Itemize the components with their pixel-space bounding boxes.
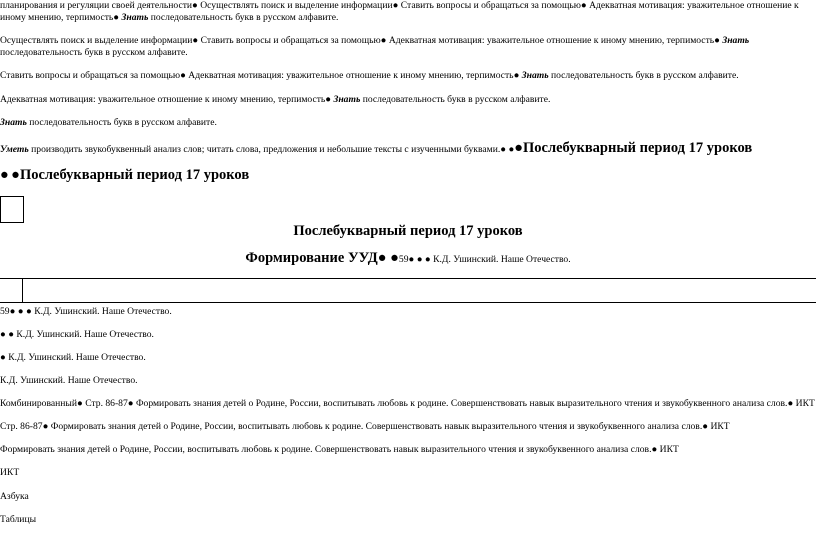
bullet-icon: ●: [0, 167, 9, 183]
bullet-icon: ●: [8, 329, 14, 340]
text: последовательность букв в русском алфавите.: [26, 117, 217, 128]
bullet-icon: ●: [26, 306, 32, 317]
text: Адекватная мотивация: уважительное отношение к иному мнению, терпимость: [386, 35, 715, 46]
bullet-icon: ●: [192, 35, 199, 46]
bold-italic-text: Знать: [331, 94, 361, 105]
lesson-line-4: К.Д. Ушинский. Наше Отечество.: [0, 375, 138, 386]
text: ИКТ: [793, 398, 815, 409]
text: Осуществлять поиск и выделение информации: [197, 0, 393, 11]
lesson-line-3: [0, 352, 146, 364]
bold-italic-text: Знать: [519, 70, 549, 81]
period-heading-text: Послебукварный период 17 уроков: [19, 167, 250, 183]
para-5: [0, 117, 217, 129]
text: К.Д. Ушинский. Наше Отечество.: [14, 329, 154, 340]
uud-heading-text: Формирование УУД: [245, 250, 378, 266]
bullet-icon: ●: [702, 421, 709, 432]
table-column-divider: [22, 278, 23, 302]
text: Ставить вопросы и обращаться за помощью: [198, 35, 381, 46]
uud-heading: [0, 250, 816, 267]
bullet-icon: ●: [580, 0, 587, 11]
bullet-icon: ●: [500, 144, 507, 155]
text: последовательность букв в русском алфавите.: [548, 70, 739, 81]
bold-italic-text: Знать: [719, 35, 750, 46]
combo-line-3: [0, 444, 679, 456]
empty-table-cell: [0, 196, 24, 223]
bullet-icon: ●: [390, 250, 399, 266]
bullet-icon: ●: [77, 398, 83, 409]
period-heading: Послебукварный период 17 уроков: [523, 140, 753, 156]
text: последовательность букв в русском алфавите.: [0, 46, 188, 58]
para-4: [0, 94, 550, 106]
bullet-icon: ●: [408, 254, 415, 265]
text: Адекватная мотивация: уважительное отношение к иному мнению, терпимость: [0, 94, 326, 105]
text: последовательность букв в русском алфавите.: [360, 94, 551, 105]
table-top-border: [0, 278, 816, 279]
text: Формировать знания детей о Родине, России, воспитывать любовь к родине. Совершенствовать навык выразительного чтения и звукобуквенного анализа слов.: [133, 398, 788, 409]
bullet-icon: ●: [325, 94, 332, 105]
bullet-icon: ●: [192, 0, 198, 11]
lesson-line-2: [0, 329, 154, 341]
text: Адекватная мотивация: уважительное отношение к иному мнению, терпимость: [0, 0, 799, 23]
bullet-icon: ●: [508, 144, 515, 155]
text: Формировать знания детей о Родине, России, воспитывать любовь к родине. Совершенствовать навык выразительного чтения и звукобуквенного анализа слов.: [48, 421, 703, 432]
lesson-number: 59: [398, 254, 409, 265]
para-2: [0, 35, 812, 58]
text: Стр. 86-87: [82, 398, 128, 409]
bullet-icon: ●: [380, 35, 387, 46]
tablitsy-line: Таблицы: [0, 514, 37, 525]
bullet-icon: ●: [0, 329, 6, 340]
bullet-icon: ●: [787, 398, 794, 409]
text: Ставить вопросы и обращаться за помощью: [0, 70, 181, 81]
text: последовательность букв в русском алфавите.: [148, 11, 339, 23]
para-1: [0, 0, 812, 23]
bold-italic-text: Знать: [119, 11, 149, 23]
bullet-icon: ●: [377, 250, 387, 266]
bullet-icon: ●: [514, 140, 523, 156]
lesson-number: 59: [0, 306, 10, 317]
text: планирования и регуляции своей деятельности: [0, 0, 193, 11]
bullet-icon: ●: [17, 306, 24, 317]
para-6: [0, 140, 752, 157]
bullet-icon: ●: [392, 0, 399, 11]
period-heading-2: Послебукварный период 17 уроков: [293, 223, 523, 239]
bold-italic-text: Знать: [0, 117, 27, 128]
combo-line-1: [0, 398, 815, 410]
text: Ставить вопросы и обращаться за помощью: [398, 0, 581, 11]
text: К.Д. Ушинский. Наше Отечество.: [5, 352, 146, 363]
text: Формировать знания детей о Родине, России, воспитывать любовь к родине. Совершенствовать навык выразительного чтения и звукобуквенного анализа слов.: [0, 444, 652, 455]
para-3: [0, 70, 739, 82]
bullet-icon: ●: [416, 254, 423, 265]
uud-inline-line: [399, 254, 571, 265]
text: Комбинированный: [0, 398, 77, 409]
bullet-icon: ●: [714, 35, 720, 46]
bold-italic-text: Уметь: [0, 144, 29, 155]
text: Стр. 86-87: [0, 421, 43, 432]
text: ИКТ: [708, 421, 730, 432]
bullet-icon: ●: [651, 444, 658, 455]
bullet-icon: ●: [11, 167, 20, 183]
period-heading-1: [0, 167, 249, 184]
text: ИКТ: [657, 444, 679, 455]
bullet-icon: ●: [180, 70, 186, 81]
bullet-icon: ●: [127, 398, 134, 409]
lesson-59-line: [0, 306, 172, 318]
bullet-icon: ●: [0, 352, 6, 363]
bullet-icon: ●: [9, 306, 16, 317]
azbuka-line: Азбука: [0, 491, 29, 502]
text: Адекватная мотивация: уважительное отношение к иному мнению, терпимость: [185, 70, 514, 81]
bullet-icon: ●: [113, 11, 120, 23]
combo-line-2: [0, 421, 730, 433]
text: производить звукобуквенный анализ слов; читать слова, предложения и небольшие тексты с изученными буквами.: [28, 144, 501, 155]
text: К.Д. Ушинский. Наше Отечество.: [430, 254, 571, 265]
text: Осуществлять поиск и выделение информации: [0, 35, 193, 46]
bullet-icon: ●: [513, 70, 520, 81]
ikt-line: ИКТ: [0, 467, 20, 478]
bullet-icon: ●: [42, 421, 49, 432]
bullet-icon: ●: [424, 254, 431, 265]
table-bottom-border: [0, 302, 816, 303]
text: К.Д. Ушинский. Наше Отечество.: [31, 306, 172, 317]
